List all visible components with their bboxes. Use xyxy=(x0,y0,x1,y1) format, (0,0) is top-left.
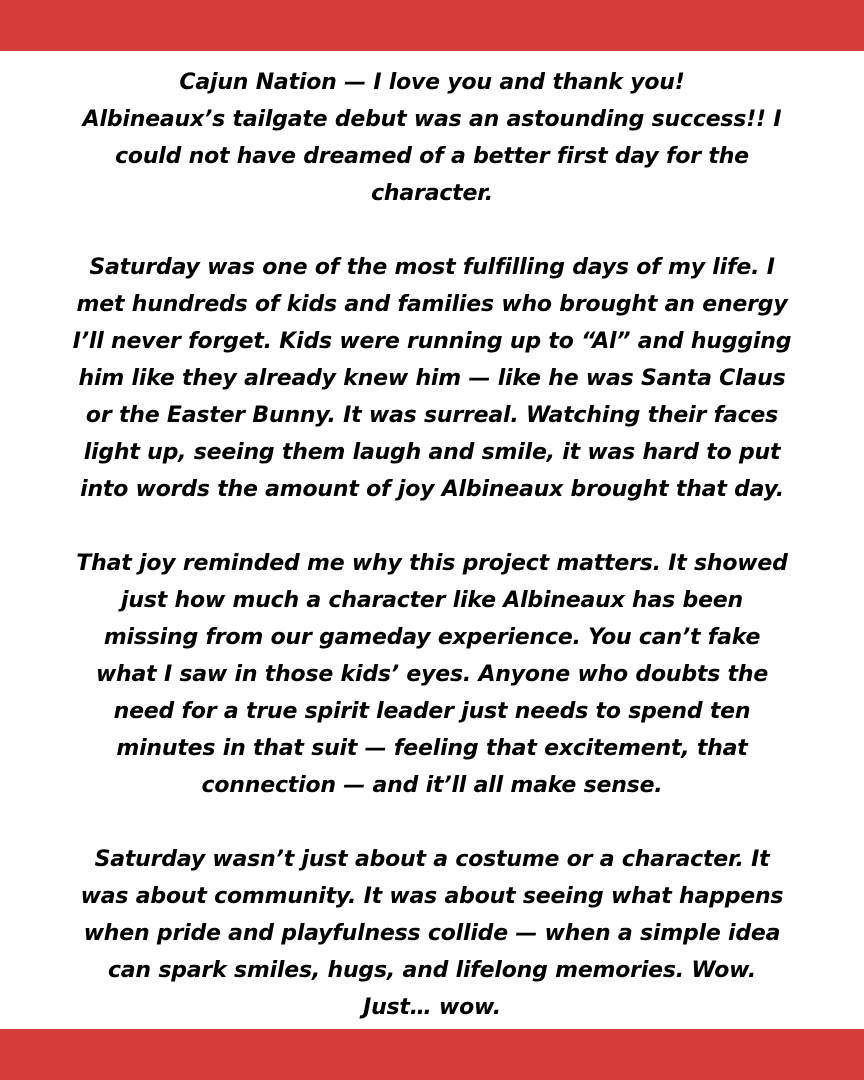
text-line: I’ll never forget. Kids were running up to “Al” and hugging xyxy=(72,329,792,354)
paragraph-thank-you xyxy=(40,64,824,212)
paragraph-joy xyxy=(40,545,824,804)
text-line: could not have dreamed of a better first day for the xyxy=(115,144,749,169)
text-line: Saturday wasn’t just about a costume or a character. It xyxy=(94,847,770,872)
letter-body xyxy=(40,64,824,1026)
text-line: just how much a character like Albineaux has been xyxy=(121,588,743,613)
text-line: into words the amount of joy Albineaux brought that day. xyxy=(80,477,784,502)
text-line: character. xyxy=(371,181,493,206)
text-line: Albineaux’s tailgate debut was an astounding success!! I xyxy=(82,107,782,132)
text-line: Saturday was one of the most fulfilling days of my life. I xyxy=(89,255,775,280)
text-line: met hundreds of kids and families who brought an energy xyxy=(76,292,788,317)
text-line: Cajun Nation — I love you and thank you! xyxy=(179,70,685,95)
text-line: was about community. It was about seeing what happens xyxy=(80,884,784,909)
top-red-bar xyxy=(0,0,864,51)
text-line: can spark smiles, hugs, and lifelong memories. Wow. xyxy=(107,958,757,983)
text-line: That joy reminded me why this project matters. It showed xyxy=(76,551,788,576)
text-line: minutes in that suit — feeling that excitement, that xyxy=(116,736,748,761)
text-line: missing from our gameday experience. You can’t fake xyxy=(103,625,761,650)
bottom-red-bar xyxy=(0,1029,864,1080)
text-line: him like they already knew him — like he was Santa Claus xyxy=(78,366,786,391)
text-line: need for a true spirit leader just needs to spend ten xyxy=(113,699,751,724)
text-line: when pride and playfulness collide — when a simple idea xyxy=(83,921,781,946)
paragraph-community xyxy=(40,841,824,1026)
text-line: light up, seeing them laugh and smile, it was hard to put xyxy=(83,440,781,465)
text-line: Just… wow. xyxy=(363,995,501,1020)
text-line: what I saw in those kids’ eyes. Anyone who doubts the xyxy=(95,662,769,687)
text-line: connection — and it’ll all make sense. xyxy=(201,773,663,798)
paragraph-saturday xyxy=(40,249,824,508)
text-line: or the Easter Bunny. It was surreal. Watching their faces xyxy=(85,403,779,428)
